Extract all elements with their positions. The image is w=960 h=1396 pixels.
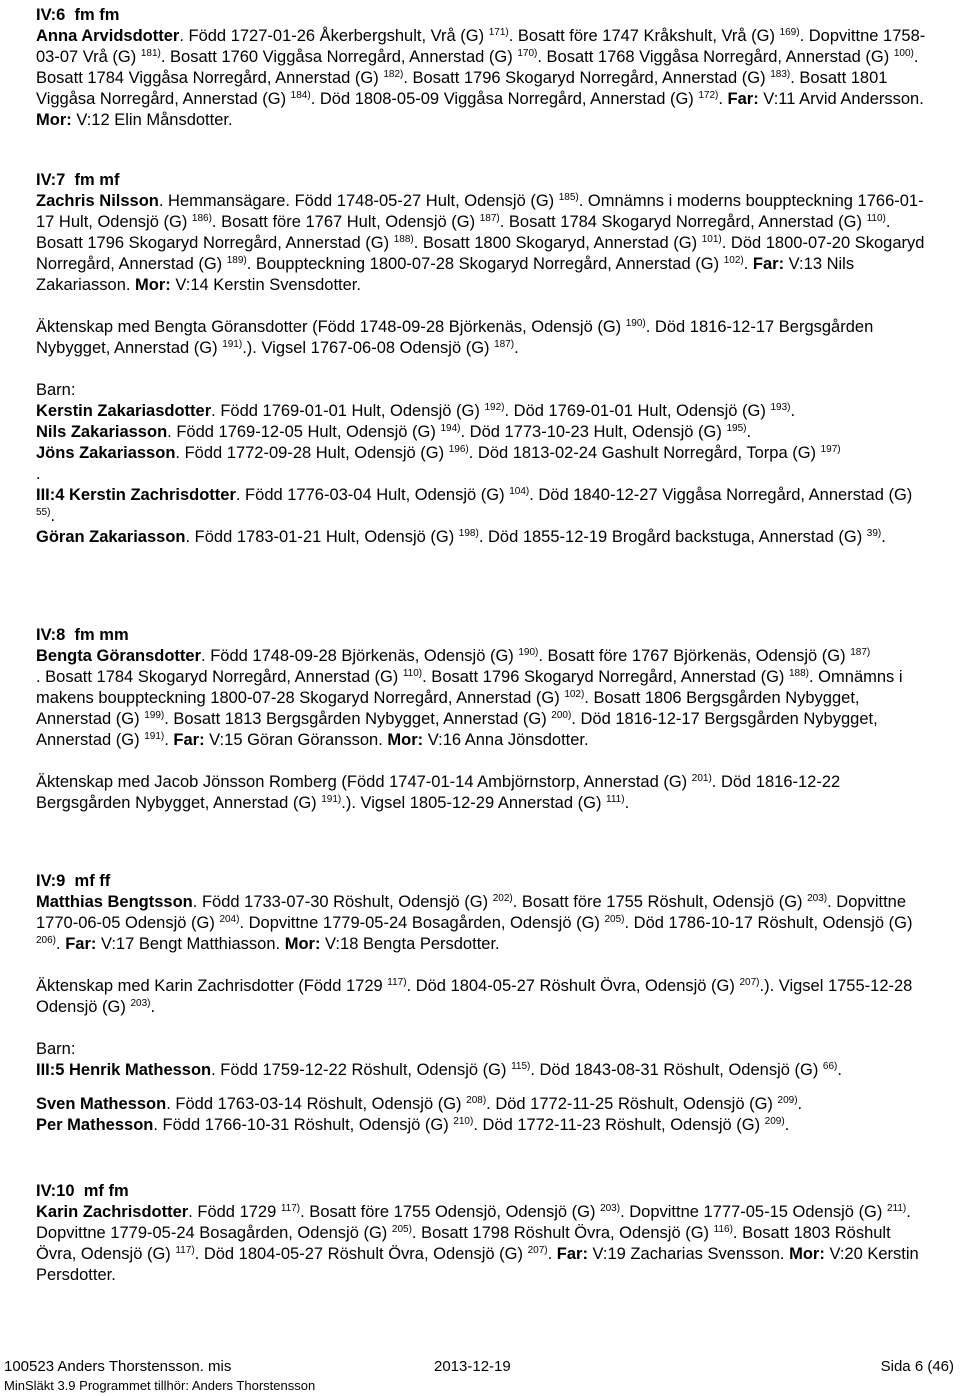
section-heading: IV:8 fm mm [36, 626, 129, 644]
marriage-entry: Äktenskap med Jacob Jönsson Romberg (Född 1747-01-14 Ambjörnstorp, Annerstad (G) $^{201)}$. Död 1816-12-22 Bergsgården Nybygget, Annerstad (G) $^{191)}$.). Vigsel 1805-12-29 Annerstad (G) $^{111)}$. [36, 773, 841, 812]
person-entry: Matthias Bengtsson. Född 1733-07-30 Röshult, Odensjö (G) $^{202)}$. Bosatt före 1755 Röshult, Odensjö (G) $^{203)}$. Dopvittne 1770-06-05 Odensjö (G) $^{204)}$. Dopvittne 1779-05-24 Bosagården, Odensjö (G) $^{205)}$. Död 1786-10-17 Röshult, Odensjö (G) $^{206)}$. Far: V:17 Bengt Matthiasson. Mor: V:18 Bengta Persdotter. [36, 893, 913, 953]
section-iv10 [36, 1181, 926, 1286]
section-iv8 [36, 625, 926, 814]
section-iv7 [36, 170, 926, 548]
section-heading: IV:9 mf ff [36, 872, 111, 890]
person-entry: Karin Zachrisdotter. Född 1729 $^{117)}$. Bosatt före 1755 Odensjö, Odensjö (G) $^{203)}$. Dopvittne 1777-05-15 Odensjö (G) $^{211)}$. Dopvittne 1779-05-24 Bosagården, Odensjö (G) $^{205)}$. Bosatt 1798 Röshult Övra, Odensjö (G) $^{116)}$. Bosatt 1803 Röshult Övra, Odensjö (G) $^{117)}$. Död 1804-05-27 Röshult Övra, Odensjö (G) $^{207)}$. Far: V:19 Zacharias Svensson. Mor: V:20 Kerstin Persdotter. [36, 1203, 919, 1284]
footer-page-number: Sida 6 (46) [880, 1358, 954, 1375]
marriage-entry: Äktenskap med Bengta Göransdotter (Född 1748-09-28 Björkenäs, Odensjö (G) $^{190)}$. Död 1816-12-17 Bergsgården Nybygget, Annerstad (G) $^{191)}$.). Vigsel 1767-06-08 Odensjö (G) $^{187)}$. [36, 318, 874, 357]
footer-file: 100523 Anders Thorstensson. mis [4, 1358, 232, 1375]
section-heading: IV:7 fm mf [36, 171, 120, 189]
person-entry: Bengta Göransdotter. Född 1748-09-28 Björkenäs, Odensjö (G) $^{190)}$. Bosatt före 1767 Björkenäs, Odensjö (G) $^{187)}$ . Bosatt 1784 Skogaryd Norregård, Annerstad (G) $^{110)}$. Bosatt 1796 Skogaryd Norregård, Annerstad (G) $^{188)}$. Omnämns i makens bouppteckning 1800-07-28 Skogaryd Norregård, Annerstad (G) $^{102)}$. Bosatt 1806 Bergsgården Nybygget, Annerstad (G) $^{199)}$. Bosatt 1813 Bergsgården Nybygget, Annerstad (G) $^{200)}$. Död 1816-12-17 Bergsgården Nybygget, Annerstad (G) $^{191)}$. Far: V:15 Göran Göransson. Mor: V:16 Anna Jönsdotter. [36, 647, 903, 749]
section-iv6 [36, 5, 926, 131]
person-entry: Zachris Nilsson. Hemmansägare. Född 1748-05-27 Hult, Odensjö (G) $^{185)}$. Omnämns i moderns bouppteckning 1766-01-17 Hult, Odensjö (G) $^{186)}$. Bosatt före 1767 Hult, Odensjö (G) $^{187)}$. Bosatt 1784 Skogaryd Norregård, Annerstad (G) $^{110)}$. Bosatt 1796 Skogaryd Norregård, Annerstad (G) $^{188)}$. Bosatt 1800 Skogaryd, Annerstad (G) $^{101)}$. Död 1800-07-20 Skogaryd Norregård, Annerstad (G) $^{189)}$. Bouppteckning 1800-07-28 Skogaryd Norregård, Annerstad (G) $^{102)}$. Far: V:13 Nils Zakariasson. Mor: V:14 Kerstin Svensdotter. [36, 192, 925, 294]
section-heading: IV:6 fm fm [36, 6, 120, 24]
footer-date: 2013-12-19 [434, 1358, 511, 1375]
person-entry: Anna Arvidsdotter. Född 1727-01-26 Åkerbergshult, Vrå (G) $^{171)}$. Bosatt före 1747 Kråkshult, Vrå (G) $^{169)}$. Dopvittne 1758-03-07 Vrå (G) $^{181)}$. Bosatt 1760 Viggåsa Norregård, Annerstad (G) $^{170)}$. Bosatt 1768 Viggåsa Norregård, Annerstad (G) $^{100)}$. Bosatt 1784 Viggåsa Norregård, Annerstad (G) $^{182)}$. Bosatt 1796 Skogaryd Norregård, Annerstad (G) $^{183)}$. Bosatt 1801 Viggåsa Norregård, Annerstad (G) $^{184)}$. Död 1808-05-09 Viggåsa Norregård, Annerstad (G) $^{172)}$. Far: V:11 Arvid Andersson. Mor: V:12 Elin Månsdotter. [36, 27, 926, 129]
marriage-entry: Äktenskap med Karin Zachrisdotter (Född 1729 $^{117)}$. Död 1804-05-27 Röshult Övra, Odensjö (G) $^{207)}$.). Vigsel 1755-12-28 Odensjö (G) $^{203)}$. [36, 977, 913, 1016]
footer-program: MinSläkt 3.9 Programmet tillhör: Anders Thorstensson [4, 1378, 316, 1393]
children-list: Barn: Kerstin Zakariasdotter. Född 1769-01-01 Hult, Odensjö (G) $^{192)}$. Död 1769-01-01 Hult, Odensjö (G) $^{193)}$. Nils Zakariasson. Född 1769-12-05 Hult, Odensjö (G) $^{194)}$. Död 1773-10-23 Hult, Odensjö (G) $^{195)}$. Jöns Zakariasson. Född 1772-09-28 Hult, Odensjö (G) $^{196)}$. Död 1813-02-24 Gashult Norregård, Torpa (G) $^{197)}$ . III:4 Kerstin Zachrisdotter. Född 1776-03-04 Hult, Odensjö (G) $^{104)}$. Död 1840-12-27 Viggåsa Norregård, Annerstad (G) $^{55)}$. Göran Zakariasson. Född 1783-01-21 Hult, Odensjö (G) $^{198)}$. Död 1855-12-19 Brogård backstuga, Annerstad (G) $^{39)}$. [36, 381, 913, 546]
section-heading: IV:10 mf fm [36, 1182, 129, 1200]
children-list: Barn: III:5 Henrik Mathesson. Född 1759-12-22 Röshult, Odensjö (G) $^{115)}$. Död 1843-08-31 Röshult, Odensjö (G) $^{66)}$. Sven Mathesson. Född 1763-03-14 Röshult, Odensjö (G) $^{208)}$. Död 1772-11-25 Röshult, Odensjö (G) $^{209)}$. Per Mathesson. Född 1766-10-31 Röshult, Odensjö (G) $^{210)}$. Död 1772-11-23 Röshult, Odensjö (G) $^{209)}$. [36, 1040, 842, 1134]
section-iv9 [36, 871, 926, 1136]
